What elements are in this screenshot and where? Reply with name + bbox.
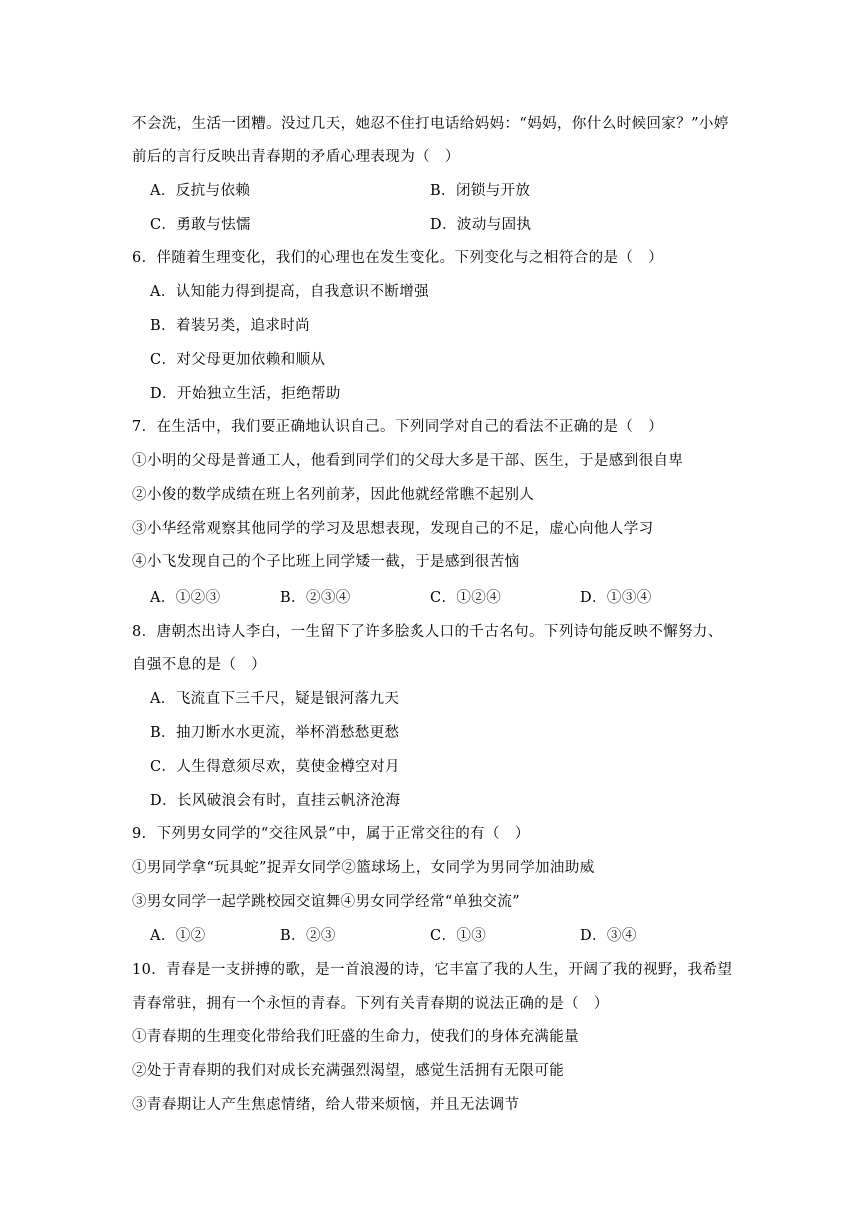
q9-statements-1-2: ①男同学拿“玩具蛇”捉弄女同学②篮球场上，女同学为男同学加油助威 bbox=[132, 860, 595, 876]
q6-option-c: C．对父母更加依赖和顺从 bbox=[150, 352, 326, 368]
q7-stem: 7．在生活中，我们要正确地认识自己。下列同学对自己的看法不正确的是（ ） bbox=[132, 419, 664, 435]
q9-stem: 9．下列男女同学的“交往风景”中，属于正常交往的有（ ） bbox=[132, 826, 530, 842]
q5-option-b: B．闭锁与开放 bbox=[430, 183, 531, 199]
q9-option-a: A．①② bbox=[150, 928, 206, 944]
q5-option-a: A．反抗与依赖 bbox=[150, 183, 251, 199]
q10-statement-1: ①青春期的生理变化带给我们旺盛的生命力，使我们的身体充满能量 bbox=[132, 1029, 579, 1045]
q8-stem-line-2: 自强不息的是（ ） bbox=[132, 657, 267, 673]
q9-option-d: D．③④ bbox=[580, 928, 637, 944]
q7-statement-4: ④小飞发现自己的个子比班上同学矮一截，于是感到很苦恼 bbox=[132, 554, 520, 570]
q8-stem-line-1: 8．唐朝杰出诗人李白，一生留下了许多脍炙人口的千古名句。下列诗句能反映不懈努力、 bbox=[132, 624, 723, 640]
q6-option-d: D．开始独立生活，拒绝帮助 bbox=[150, 386, 341, 402]
q9-option-c: C．①③ bbox=[430, 928, 487, 944]
q10-stem-line-2: 青春常驻，拥有一个永恒的青春。下列有关青春期的说法正确的是（ ） bbox=[132, 996, 609, 1012]
q9-option-b: B．②③ bbox=[280, 928, 336, 944]
q8-option-b: B．抽刀断水水更流，举杯消愁愁更愁 bbox=[150, 725, 400, 741]
q9-statements-3-4: ③男女同学一起学跳校园交谊舞④男女同学经常“单独交流” bbox=[132, 894, 521, 910]
q10-stem-line-1: 10．青春是一支拼搏的歌，是一首浪漫的诗，它丰富了我的人生，开阔了我的视野，我希望 bbox=[132, 962, 733, 978]
q7-option-a: A．①②③ bbox=[150, 590, 221, 606]
q6-option-b: B．着装另类，追求时尚 bbox=[150, 318, 311, 334]
q6-stem: 6．伴随着生理变化，我们的心理也在发生变化。下列变化与之相符合的是（ ） bbox=[132, 250, 664, 266]
q10-statement-2: ②处于青春期的我们对成长充满强烈渴望，感觉生活拥有无限可能 bbox=[132, 1063, 565, 1079]
q8-option-c: C．人生得意须尽欢，莫使金樽空对月 bbox=[150, 759, 400, 775]
q5-option-d: D．波动与固执 bbox=[430, 217, 532, 233]
q5-option-c: C．勇敢与怯懦 bbox=[150, 217, 251, 233]
q7-option-b: B．②③④ bbox=[280, 590, 351, 606]
q8-option-a: A．飞流直下三千尺，疑是银河落九天 bbox=[150, 691, 400, 707]
q7-statement-2: ②小俊的数学成绩在班上名列前茅，因此他就经常瞧不起别人 bbox=[132, 487, 535, 503]
q7-statement-3: ③小华经常观察其他同学的学习及思想表现，发现自己的不足，虚心向他人学习 bbox=[132, 521, 654, 537]
q6-option-a: A．认知能力得到提高，自我意识不断增强 bbox=[150, 284, 430, 300]
q7-option-c: C．①②④ bbox=[430, 590, 502, 606]
q10-statement-3: ③青春期让人产生焦虑情绪，给人带来烦恼，并且无法调节 bbox=[132, 1097, 520, 1113]
q8-option-d: D．长风破浪会有时，直挂云帆济沧海 bbox=[150, 793, 401, 809]
q5-stem-line-1: 不会洗，生活一团糟。没过几天，她忍不住打电话给妈妈：“妈妈，你什么时候回家？”小婷 bbox=[132, 116, 729, 132]
q5-stem-line-2: 前后的言行反映出青春期的矛盾心理表现为（ ） bbox=[132, 149, 460, 165]
q7-statement-1: ①小明的父母是普通工人，他看到同学们的父母大多是干部、医生，于是感到很自卑 bbox=[132, 453, 684, 469]
q7-option-d: D．①③④ bbox=[580, 590, 652, 606]
